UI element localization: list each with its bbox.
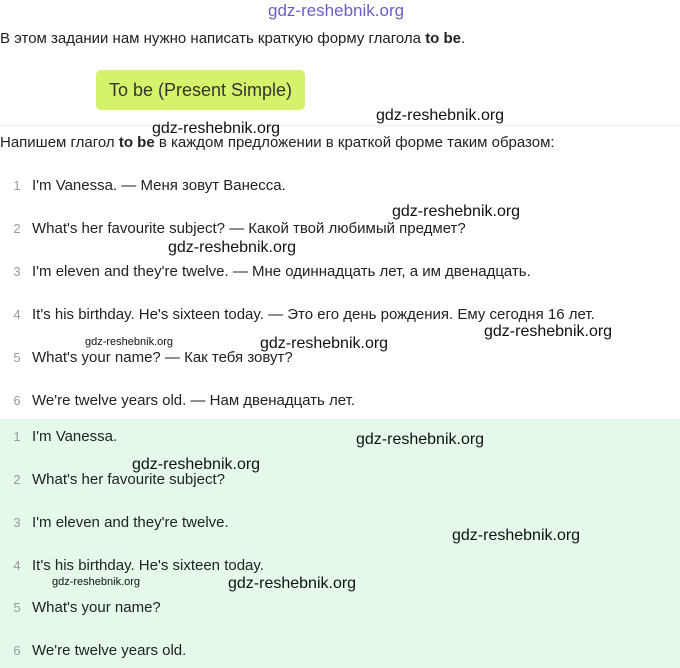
list-item <box>0 305 680 325</box>
watermark: gdz-reshebnik.org <box>85 336 174 348</box>
topic-badge-label: To be (Present Simple) <box>108 79 293 100</box>
answer-item <box>0 641 680 661</box>
item-number: 5 <box>13 350 21 365</box>
watermark: gdz-reshebnik.org <box>228 575 357 592</box>
intro-bold: to be <box>425 30 462 47</box>
list-item <box>0 219 680 239</box>
item-number: 3 <box>13 515 21 530</box>
item-number: 6 <box>13 643 21 658</box>
item-text: I'm eleven and they're twelve. <box>32 514 229 531</box>
watermark: gdz-reshebnik.org <box>168 239 297 256</box>
watermark: gdz-reshebnik.org <box>376 107 505 124</box>
item-text: We're twelve years old. <box>32 642 187 659</box>
answer-item <box>0 470 680 490</box>
list-item <box>0 391 680 411</box>
intro-text <box>0 30 465 48</box>
lead-bold: to be <box>118 134 155 151</box>
topic-badge <box>96 70 305 110</box>
item-number: 6 <box>13 393 21 408</box>
watermark: gdz-reshebnik.org <box>260 335 389 352</box>
item-number: 4 <box>13 558 21 573</box>
watermark: gdz-reshebnik.org <box>152 120 281 137</box>
item-number: 4 <box>13 307 21 322</box>
intro-before: В этом задании нам нужно написать краткую форму глагола <box>0 30 426 47</box>
watermark: gdz-reshebnik.org <box>452 527 581 544</box>
item-text: It's his birthday. He's sixteen today. — Это его день рождения. Ему сегодня 16 лет. <box>32 306 595 323</box>
watermark: gdz-reshebnik.org <box>484 323 613 340</box>
lead-after: в каждом предложении в краткой форме таким образом: <box>154 134 555 151</box>
list-item <box>0 262 680 282</box>
watermark: gdz-reshebnik.org <box>52 576 141 588</box>
item-text: What's your name? <box>32 599 161 616</box>
item-text: What's her favourite subject? — Какой твой любимый предмет? <box>32 220 466 237</box>
divider <box>0 125 680 126</box>
item-text: What's her favourite subject? <box>32 471 225 488</box>
item-number: 5 <box>13 600 21 615</box>
answer-item <box>0 556 680 576</box>
lead-before: Напишем глагол <box>0 134 119 151</box>
watermark: gdz-reshebnik.org <box>132 456 261 473</box>
answer-item <box>0 598 680 618</box>
item-number: 2 <box>13 472 21 487</box>
item-text: It's his birthday. He's sixteen today. <box>32 557 264 574</box>
item-text: I'm Vanessa. <box>32 428 118 445</box>
watermark: gdz-reshebnik.org <box>392 203 521 220</box>
list-item <box>0 176 680 196</box>
item-text: I'm Vanessa. — Меня зовут Ванесса. <box>32 177 286 194</box>
item-text: I'm eleven and they're twelve. — Мне одиннадцать лет, а им двенадцать. <box>32 263 531 280</box>
item-text: What's your name? — Как тебя зовут? <box>32 349 293 366</box>
item-text: We're twelve years old. — Нам двенадцать лет. <box>32 392 356 409</box>
watermark-top: gdz-reshebnik.org <box>268 1 405 20</box>
intro-after: . <box>461 30 466 47</box>
watermark: gdz-reshebnik.org <box>356 431 485 448</box>
item-number: 3 <box>13 264 21 279</box>
item-number: 1 <box>13 429 21 444</box>
answer-item <box>0 427 680 447</box>
item-number: 1 <box>13 178 21 193</box>
item-number: 2 <box>13 221 21 236</box>
